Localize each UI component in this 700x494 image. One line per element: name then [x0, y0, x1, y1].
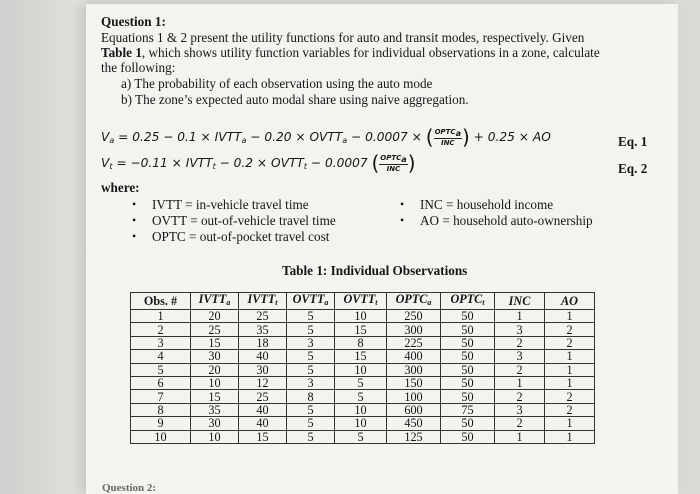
table-cell: 5	[287, 417, 335, 430]
table-cell: 2	[495, 336, 545, 349]
table-cell: 10	[131, 430, 191, 443]
table-cell: 8	[335, 336, 387, 349]
table-cell: 20	[191, 310, 239, 323]
intro-line-2	[101, 45, 600, 60]
table-cell: 20	[191, 363, 239, 376]
table-cell: 8	[131, 403, 191, 416]
definition-inc: INC = household income	[420, 197, 554, 212]
table-cell: 40	[239, 350, 287, 363]
table-cell: 225	[387, 336, 441, 349]
table-cell: 50	[441, 350, 495, 363]
table-cell: 3	[495, 350, 545, 363]
table-cell: 15	[191, 336, 239, 349]
table-cell: 5	[287, 363, 335, 376]
table-cell: 3	[495, 323, 545, 336]
table-cell: 2	[545, 336, 595, 349]
table-cell: 125	[387, 430, 441, 443]
table-cell: 2	[545, 390, 595, 403]
table-cell: 10	[191, 430, 239, 443]
table-row	[131, 323, 595, 336]
definition-optc: OPTC = out-of-pocket travel cost	[152, 229, 330, 244]
table-cell: 2	[495, 363, 545, 376]
table-caption: Table 1: Individual Observations	[282, 263, 468, 278]
table-cell: 50	[441, 310, 495, 323]
question-title: Question 1:	[101, 14, 166, 29]
table-cell: 2	[545, 403, 595, 416]
table-cell: 35	[191, 403, 239, 416]
table-cell: 250	[387, 310, 441, 323]
document-page	[86, 4, 678, 494]
table-row	[131, 390, 595, 403]
table-cell: 30	[191, 417, 239, 430]
header-optc-a: $OPTC_a$	[387, 293, 441, 310]
table-cell: 100	[387, 390, 441, 403]
bullet-icon: •	[400, 197, 405, 211]
table-cell: 1	[545, 417, 595, 430]
table-row	[131, 336, 595, 349]
table-cell: 10	[191, 376, 239, 389]
header-ovtt-a: $OVTT_a$	[287, 293, 335, 310]
table-cell: 1	[545, 363, 595, 376]
header-obs: Obs. #	[131, 293, 191, 310]
table-cell: 5	[335, 390, 387, 403]
table-header-row	[131, 293, 595, 310]
table-row	[131, 363, 595, 376]
bullet-icon: •	[132, 197, 137, 211]
part-b: b) The zone’s expected auto modal share using naive aggregation.	[121, 92, 469, 107]
table-cell: 5	[287, 350, 335, 363]
header-ovtt-t: $OVTT_t$	[335, 293, 387, 310]
table-cell: 400	[387, 350, 441, 363]
part-a: a) The probability of each observation using the auto mode	[121, 76, 433, 91]
table-cell: 25	[191, 323, 239, 336]
table-cell: 25	[239, 390, 287, 403]
table-row	[131, 403, 595, 416]
table-cell: 5	[287, 310, 335, 323]
table-cell: 50	[441, 363, 495, 376]
table-cell: 18	[239, 336, 287, 349]
table-cell: 5	[335, 430, 387, 443]
definition-ao: AO = household auto-ownership	[420, 213, 593, 228]
table-cell: 1	[495, 376, 545, 389]
equation-1-label: Eq. 1	[618, 134, 648, 149]
table-cell: 50	[441, 336, 495, 349]
header-inc: INC	[495, 293, 545, 310]
table-cell: 8	[287, 390, 335, 403]
table-cell: 1	[131, 310, 191, 323]
table-cell: 25	[239, 310, 287, 323]
table-cell: 5	[287, 403, 335, 416]
table-row	[131, 417, 595, 430]
table-cell: 30	[191, 350, 239, 363]
equation-1: $V_a = 0.25 - 0.1$ × $IVTT_a - 0.20$ × $OVTT_a - 0.0007$ × ( $\frac{OPTC_a}{\text{INC}}$ ) + 0.25 × AO	[101, 125, 551, 149]
intro-line-2-rest: , which shows utility function variables for individual observations in a zone, calculate	[141, 45, 600, 60]
table-cell: 30	[239, 363, 287, 376]
table-cell: 5	[131, 363, 191, 376]
table-cell: 450	[387, 417, 441, 430]
definition-ovtt: OVTT = out-of-vehicle travel time	[152, 213, 336, 228]
header-ivtt-t: $IVTT_t$	[239, 293, 287, 310]
header-ao: AO	[545, 293, 595, 310]
table-cell: 7	[131, 390, 191, 403]
desk-background	[0, 0, 86, 494]
table-cell: 3	[287, 336, 335, 349]
table-cell: 4	[131, 350, 191, 363]
table-cell: 300	[387, 363, 441, 376]
table-row	[131, 430, 595, 443]
table-cell: 1	[495, 430, 545, 443]
table-cell: 6	[131, 376, 191, 389]
intro-line-1: Equations 1 & 2 present the utility functions for auto and transit modes, respectively. Given	[101, 30, 585, 45]
table-cell: 1	[545, 310, 595, 323]
table-cell: 3	[131, 336, 191, 349]
table-cell: 300	[387, 323, 441, 336]
where-label: where:	[101, 180, 140, 195]
bullet-icon: •	[400, 213, 405, 227]
table-cell: 150	[387, 376, 441, 389]
table-cell: 12	[239, 376, 287, 389]
intro-line-3: the following:	[101, 60, 176, 75]
definition-ivtt: IVTT = in-vehicle travel time	[152, 197, 309, 212]
table-cell: 15	[335, 350, 387, 363]
table-cell: 10	[335, 363, 387, 376]
table-cell: 9	[131, 417, 191, 430]
table-cell: 3	[287, 376, 335, 389]
table-cell: 35	[239, 323, 287, 336]
table-cell: 1	[495, 310, 545, 323]
table-row	[131, 376, 595, 389]
table-cell: 5	[287, 323, 335, 336]
table-reference: Table 1	[101, 45, 142, 60]
table-row	[131, 310, 595, 323]
table-cell: 15	[191, 390, 239, 403]
observations-table	[130, 292, 595, 444]
equation-2: $V_t = -0.11$ × $IVTT_t - 0.2$ × $OVTT_t - 0.0007$ ( $\frac{OPTC_a}{\text{INC}}$ )	[101, 151, 416, 175]
table-cell: 600	[387, 403, 441, 416]
table-cell: 10	[335, 403, 387, 416]
next-question-heading-cut: Question 2:	[102, 482, 157, 494]
table-cell: 5	[335, 376, 387, 389]
table-cell: 50	[441, 390, 495, 403]
table-cell: 1	[545, 430, 595, 443]
fraction-optc-inc: $\frac{OPTC_a}{\text{INC}}$	[434, 128, 461, 147]
table-cell: 5	[287, 430, 335, 443]
bullet-icon: •	[132, 229, 137, 243]
table-cell: 1	[545, 350, 595, 363]
table-cell: 50	[441, 323, 495, 336]
table-cell: 3	[495, 403, 545, 416]
table-row	[131, 350, 595, 363]
table-cell: 1	[545, 376, 595, 389]
table-cell: 50	[441, 417, 495, 430]
table-cell: 40	[239, 417, 287, 430]
table-cell: 10	[335, 417, 387, 430]
table-cell: 2	[131, 323, 191, 336]
header-optc-t: $OPTC_t$	[441, 293, 495, 310]
table-cell: 2	[495, 390, 545, 403]
bullet-icon: •	[132, 213, 137, 227]
table-cell: 75	[441, 403, 495, 416]
table-cell: 15	[239, 430, 287, 443]
table-cell: 10	[335, 310, 387, 323]
table-cell: 15	[335, 323, 387, 336]
fraction-optc-inc-2: $\frac{OPTC_a}{\text{INC}}$	[380, 154, 407, 173]
table-cell: 50	[441, 376, 495, 389]
table-cell: 50	[441, 430, 495, 443]
equation-2-label: Eq. 2	[618, 161, 648, 176]
table-cell: 40	[239, 403, 287, 416]
table-cell: 2	[545, 323, 595, 336]
header-ivtt-a: $IVTT_a$	[191, 293, 239, 310]
table-cell: 2	[495, 417, 545, 430]
